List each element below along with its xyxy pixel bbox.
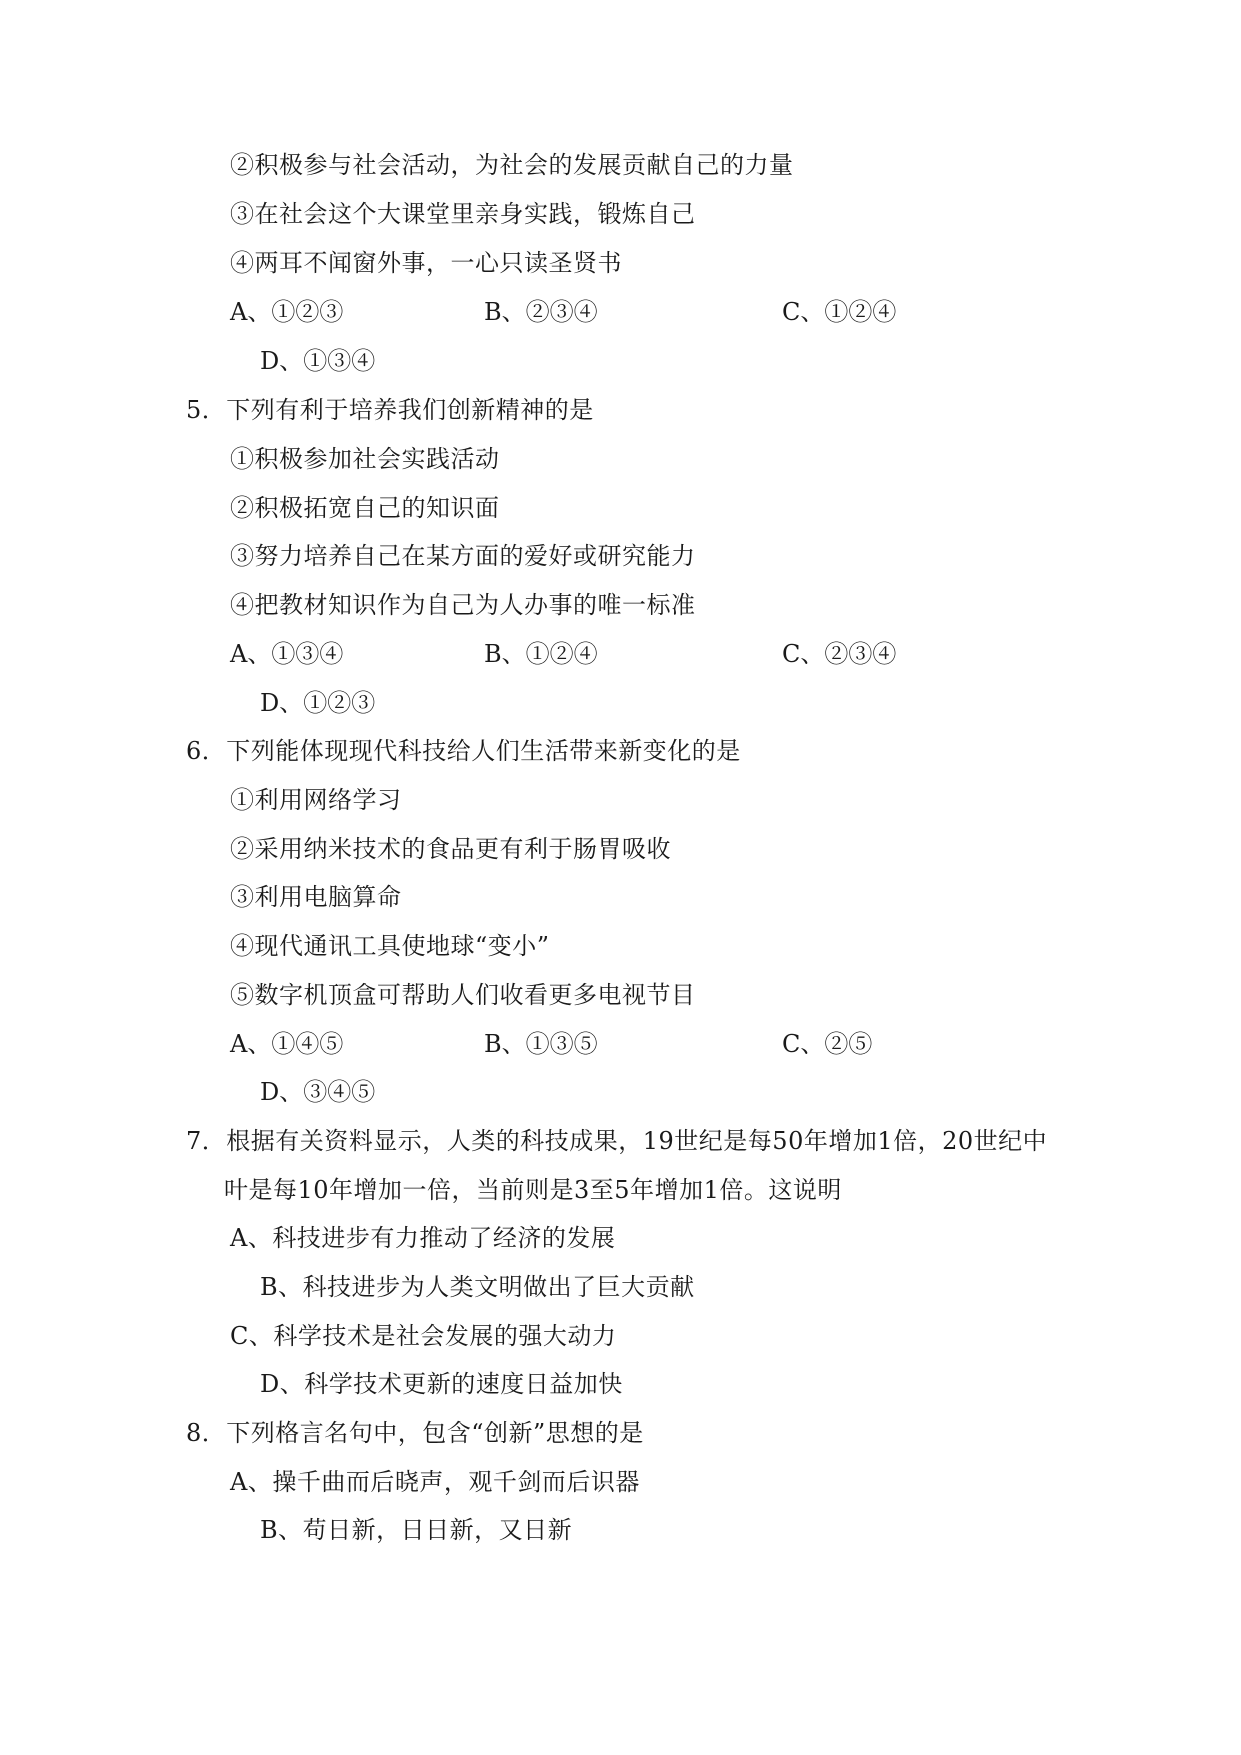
q4-item-3: ③在社会这个大课堂里亲身实践，锻炼自己 bbox=[230, 200, 696, 228]
q8-option-b: B、苟日新，日日新，又日新 bbox=[260, 1516, 573, 1544]
q5-option-c: C、②③④ bbox=[782, 640, 897, 668]
q6-item-2: ②采用纳米技术的食品更有利于肠胃吸收 bbox=[230, 835, 671, 863]
q5-item-3: ③努力培养自己在某方面的爱好或研究能力 bbox=[230, 542, 696, 570]
q6-item-1: ①利用网络学习 bbox=[230, 786, 402, 814]
q7-stem-line-1: 7．根据有关资料显示，人类的科技成果，19世纪是每50年增加1倍，20世纪中 bbox=[186, 1127, 1048, 1155]
q7-option-b: B、科技进步为人类文明做出了巨大贡献 bbox=[260, 1273, 695, 1301]
q4-item-2: ②积极参与社会活动，为社会的发展贡献自己的力量 bbox=[230, 151, 794, 179]
q6-option-d: D、③④⑤ bbox=[260, 1078, 376, 1106]
q5-option-a: A、①③④ bbox=[230, 640, 344, 668]
q6-option-b: B、①③⑤ bbox=[484, 1030, 598, 1058]
q7-option-a: A、科技进步有力推动了经济的发展 bbox=[230, 1224, 616, 1252]
q6-item-3: ③利用电脑算命 bbox=[230, 883, 402, 911]
q5-item-2: ②积极拓宽自己的知识面 bbox=[230, 494, 500, 522]
q6-stem: 6．下列能体现现代科技给人们生活带来新变化的是 bbox=[186, 737, 741, 765]
q5-stem: 5．下列有利于培养我们创新精神的是 bbox=[186, 396, 594, 424]
q7-option-c: C、科学技术是社会发展的强大动力 bbox=[230, 1322, 617, 1350]
q8-stem: 8．下列格言名句中，包含“创新”思想的是 bbox=[186, 1419, 644, 1447]
q4-option-b: B、②③④ bbox=[484, 298, 598, 326]
q4-option-d: D、①③④ bbox=[260, 347, 376, 375]
q7-option-d: D、科学技术更新的速度日益加快 bbox=[260, 1370, 623, 1398]
q6-item-4: ④现代通讯工具使地球“变小” bbox=[230, 932, 550, 960]
q5-item-4: ④把教材知识作为自己为人办事的唯一标准 bbox=[230, 591, 696, 619]
q4-option-c: C、①②④ bbox=[782, 298, 897, 326]
q6-option-c: C、②⑤ bbox=[782, 1030, 873, 1058]
q8-option-a: A、操千曲而后晓声，观千剑而后识器 bbox=[230, 1468, 640, 1496]
q6-item-5: ⑤数字机顶盒可帮助人们收看更多电视节目 bbox=[230, 981, 696, 1009]
q4-option-a: A、①②③ bbox=[230, 298, 344, 326]
q4-item-4: ④两耳不闻窗外事，一心只读圣贤书 bbox=[230, 249, 622, 277]
q5-option-d: D、①②③ bbox=[260, 689, 376, 717]
q7-stem-line-2: 叶是每10年增加一倍，当前则是3至5年增加1倍。这说明 bbox=[224, 1176, 842, 1204]
q5-item-1: ①积极参加社会实践活动 bbox=[230, 445, 500, 473]
q6-option-a: A、①④⑤ bbox=[230, 1030, 344, 1058]
q5-option-b: B、①②④ bbox=[484, 640, 598, 668]
